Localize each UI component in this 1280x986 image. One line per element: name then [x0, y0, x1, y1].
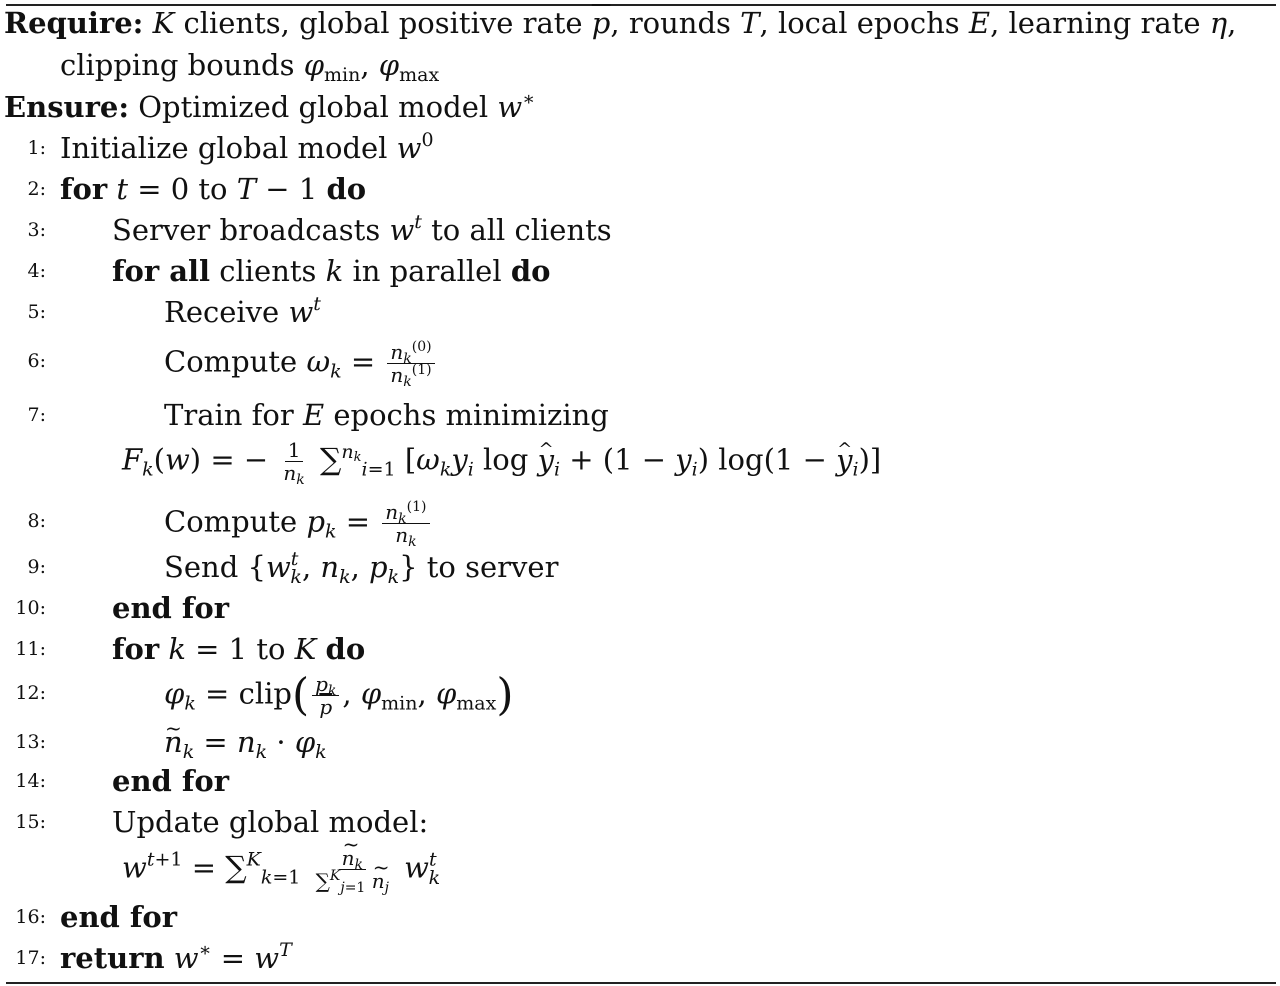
line-number: 16:: [15, 906, 46, 928]
line-number: 8:: [27, 510, 46, 532]
p-fraction: $\frac{n_k^{(1)}}{n_k}$: [382, 502, 429, 545]
require-line-1: Require: K clients, global positive rate $\overline{p}$, rounds T, local epochs E, learning rate η,: [4, 6, 1237, 40]
ensure-line: Ensure: Optimized global model w∗: [4, 88, 536, 124]
step-15-formula: $w^{t+1} = \sum^K_{k=1}$ ~ $\frac{n_k}{\sum^K_{j=1} \sim n_j}$ $w^t_k$: [0, 842, 1280, 896]
line-number: 3:: [27, 219, 46, 241]
require-label: Require:: [4, 6, 144, 40]
require-line-2: clipping bounds $\varphi_{min}$, $\varphi_{max}$: [60, 48, 440, 86]
line-number: 9:: [27, 556, 46, 578]
line-number: 4:: [27, 260, 46, 282]
line-number: 13:: [15, 731, 46, 753]
ensure-label: Ensure:: [4, 90, 130, 124]
bottom-rule: [6, 982, 1276, 984]
step-7-formula: $F_k(w)$ = − $\frac{1}{n_k}$ ∑$^{n_k}_{i=1}$ [$\omega_ky_i$ log ^ $y_i + (1 - y_i) \log(1$ − ^ $y_i$)]: [0, 436, 1280, 486]
line-number: 2:: [27, 178, 46, 200]
line-number: 12:: [15, 682, 46, 704]
step-8: 8: Compute $p_k$ = $\frac{n_k^{(1)}}{n_k}$: [0, 496, 1280, 546]
line-number: 10:: [15, 597, 46, 619]
line-number: 7:: [27, 404, 46, 426]
line-number: 11:: [15, 638, 46, 660]
line-number: 14:: [15, 770, 46, 792]
line-number: 1:: [27, 137, 46, 159]
omega-fraction: $\frac{n_k^{(0)}}{n_k^{(1)}}$: [387, 342, 434, 385]
step-6: 6: Compute $\omega_k$ = $\frac{n_k^{(0)}}{n_k^{(1)}}$: [0, 336, 1280, 386]
line-number: 5:: [27, 301, 46, 323]
step-12: 12: $\varphi_k$ = clip( $\frac{p_k}{p}$ , $\varphi_{min}$, $\varphi_{max}$): [0, 668, 1280, 718]
line-number: 6:: [27, 350, 46, 372]
line-number: 15:: [15, 811, 46, 833]
line-number: 17:: [15, 947, 46, 969]
